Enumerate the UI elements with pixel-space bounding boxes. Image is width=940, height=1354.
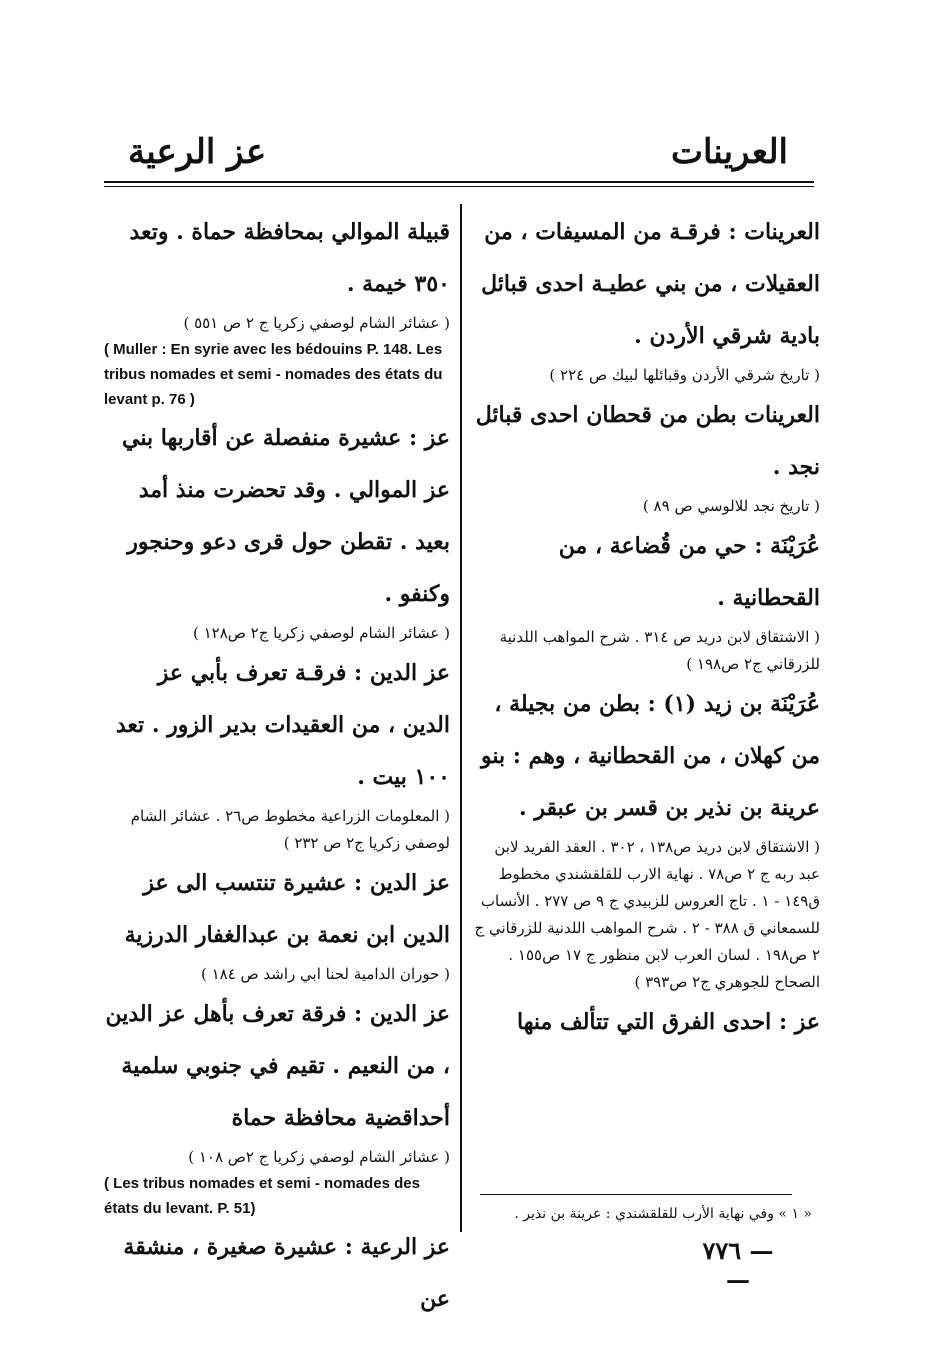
- citation-text: ( تاريخ نجد للالوسي ص ٨٩ ): [642, 497, 820, 515]
- column-divider: [460, 204, 462, 1232]
- entry-text: العرينات : فرقـة من المسيفات ، من العقيلات ، من بني عطيـة احدى قبائل بادية شرقي الأردن .: [481, 219, 820, 349]
- entry-text: عز الدين : فرقـة تعرف بأبي عز الدين ، من العقيدات بدير الزور . تعد ١٠٠ بيت .: [115, 660, 450, 790]
- entry-text: عز : احدى الفرق التي تتألف منها: [517, 1009, 820, 1035]
- footnote-rule: [480, 1194, 792, 1195]
- entry-text: عُرَيْنَة بن زيد (١) : بطن من بجيلة ، من كهلان ، من القحطانية ، وهم : بنو عرينة بن نذير بن قسر بن عبقر .: [480, 691, 820, 821]
- citation-text: ( المعلومات الزراعية مخطوط ص٢٦ . عشائر الشام لوصفي زكريا ج٢ ص ٢٣٢ ): [130, 807, 450, 852]
- entry-text: عز : عشيرة منفصلة عن أقاربها بني عز الموالي . وقد تحضرت منذ أمد بعيد . تقطن حول قرى دعو وحنجور وكنفو .: [121, 425, 450, 607]
- entry-text: العرينات بطن من قحطان احدى قبائل نجد .: [475, 402, 820, 480]
- citation-text: ( الاشتقاق لابن دريد ص ٣١٤ . شرح المواهب اللدنية للزرقاني ج٢ ص١٩٨ ): [499, 628, 820, 673]
- header-rule-thin: [104, 186, 814, 187]
- running-header-left: عز الرعية: [128, 132, 267, 172]
- entry-text: عز الرعية : عشيرة صغيرة ، منشقة عن: [123, 1234, 450, 1312]
- entry-text: عز الدين : عشيرة تنتسب الى عز الدين ابن نعمة بن عبدالغفار الدرزية: [124, 870, 450, 948]
- footnote: « ١ » وفي نهاية الأرب للقلقشندي : عرينة بن نذير .: [514, 1206, 812, 1222]
- header-rule: [104, 181, 814, 183]
- entry-text: قبيلة الموالي بمحافظة حماة . وتعد ٣٥٠ خيمة .: [129, 219, 450, 297]
- citation-text: ( حوران الدامية لحنا ابي راشد ص ١٨٤ ): [200, 965, 450, 983]
- page-number: — ٧٧٦ —: [702, 1236, 774, 1294]
- citation-text: ( Les tribus nomades et semi - nomades des états du levant. P. 51): [104, 1175, 420, 1217]
- running-header-right: العرينات: [670, 132, 788, 172]
- entry-text: عز الدين : فرقة تعرف بأهل عز الدين ، من النعيم . تقيم في جنوبي سلمية أحداقضية محافظة حماة: [105, 1001, 450, 1131]
- right-column: [472, 206, 820, 1048]
- entry-text: عُرَيْنَة : حي من قُضاعة ، من القحطانية .: [558, 533, 820, 611]
- citation-text: ( عشائر الشام لوصفي زكريا ج ٢ص ١٠٨ ): [188, 1148, 450, 1166]
- citation-text: ( Muller : En syrie avec les bédouins P. 148. Les tribus nomades et semi - nomades des états du levant p. 76 ): [104, 341, 443, 408]
- citation-text: ( عشائر الشام لوصفي زكريا ج ٢ ص ٥٥١ ): [183, 314, 450, 332]
- left-column: [104, 206, 450, 1325]
- citation-text: ( الاشتقاق لابن دريد ص١٣٨ ، ٣٠٢ . العقد الفريد لابن عبد ربه ج ٢ ص٧٨ . نهاية الارب للقلقشندي مخطوط ق١٤٩ - ١ . تاج العروس للزبيدي ج ٩ ص ٢٧٧ . الأنساب للسمعاني ق ٣٨٨ - ٢ . شرح المواهب اللدنية للزرقاني ج ٢ ص١٩٨ . لسان العرب لابن منظور ج ١٧ ص١٥٥ . الصحاح للجوهري ج٢ ص٣٩٣ ): [474, 838, 820, 991]
- citation-text: ( عشائر الشام لوصفي زكريا ج٢ ص١٢٨ ): [192, 624, 450, 642]
- citation-text: ( تاريخ شرقي الأردن وقبائلها لبيك ص ٢٢٤ ): [549, 366, 820, 384]
